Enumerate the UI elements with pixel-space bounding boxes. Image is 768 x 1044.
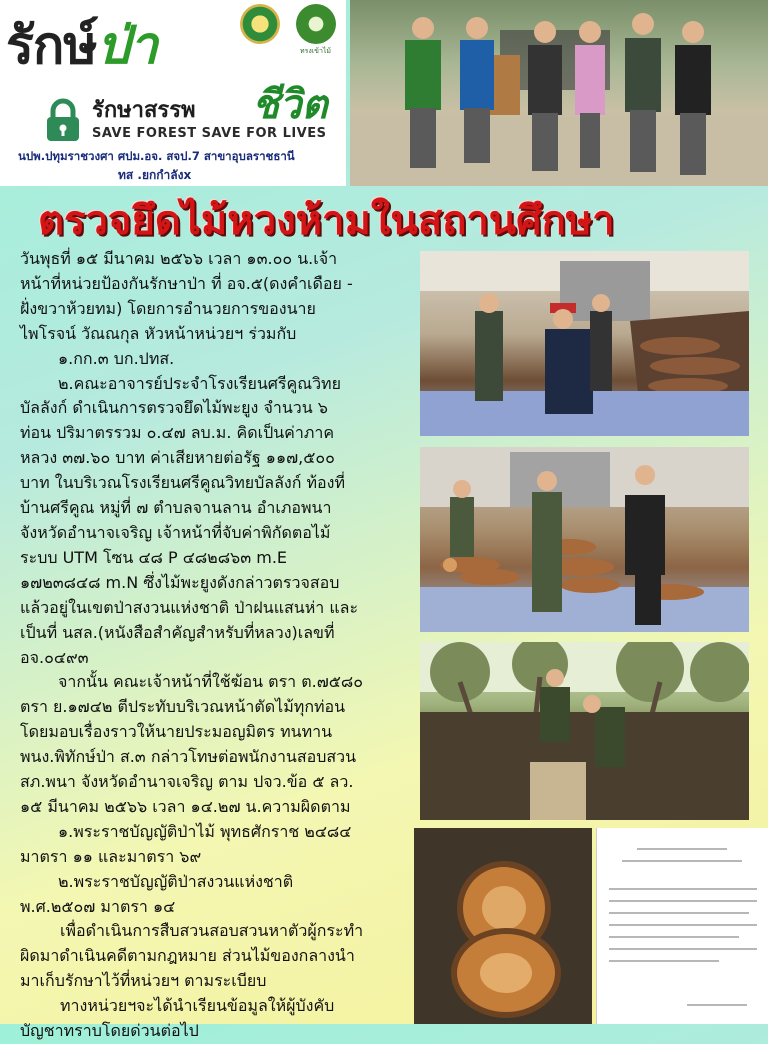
- logo-banner: [0, 0, 346, 186]
- article-line: ทางหน่วยฯจะได้นำเรียนข้อมูลให้ผู้บังคับ: [60, 996, 335, 1016]
- article-line: เป็นที่ นสล.(หนังสือสำคัญสำหรับที่หลวง)เลขที่: [20, 622, 335, 642]
- document-line: [609, 936, 739, 938]
- seal-caption: ทรงเข้าไม้: [300, 47, 332, 55]
- logo-title-part2: ป่า: [96, 16, 157, 76]
- article-line: เพื่อดำเนินการสืบสวนสอบสวนหาตัวผู้กระทำ: [60, 921, 364, 941]
- tree-stump-site-figures: [420, 642, 749, 820]
- article-line: ๒.คณะอาจารย์ประจำโรงเรียนศรีคูณวิทย: [58, 373, 341, 393]
- document-line: [609, 948, 757, 950]
- document-scan-photo: [596, 828, 768, 1024]
- document-line: [609, 912, 749, 914]
- article-line: พ.ศ.๒๕๐๗ มาตรา ๑๔: [20, 896, 176, 916]
- document-line: [609, 900, 757, 902]
- logo-slogan: SAVE FOREST SAVE FOR LIVES: [92, 126, 327, 141]
- article-line: ท่อน ปริมาตรรวม ๐.๔๗ ลบ.ม. คิดเป็นค่าภาค: [20, 423, 335, 443]
- seized-logs-truck-figures: [420, 251, 749, 436]
- article-line: ผิดมาดำเนินคดีตามกฎหมาย ส่วนไม้ของกลางนำ: [20, 946, 355, 966]
- article-line: โดยมอบเรื่องราวให้นายประมอญมิตร ทนทาน: [20, 722, 333, 742]
- article-line: บ้านศรีคูณ หมู่ที่ ๗ ตำบลจานลาน อำเภอพนา: [20, 498, 332, 518]
- article-line: สภ.พนา จังหวัดอำนาจเจริญ ตาม ปจว.ข้อ ๕ ลว.: [20, 772, 354, 792]
- document-line: [637, 848, 727, 850]
- article-line: บัญชาทราบโดยด่วนต่อไป: [20, 1021, 199, 1041]
- log-inspection-photo: [420, 447, 749, 632]
- article-line: วันพุธที่ ๑๕ มีนาคม ๒๕๖๖ เวลา ๑๓.๐๐ น.เจ้า: [20, 249, 338, 268]
- document-line: [609, 960, 719, 962]
- article-line: ๑.พระราชบัญญัติป่าไม้ พุทธศักราช ๒๔๘๔: [58, 821, 352, 841]
- article-line: จังหวัดอำนาจเจริญ เจ้าหน้าที่จับค่าพิกัดตอไม้: [20, 522, 331, 542]
- article-line: พนง.พิทักษ์ป่า ส.๓ กล่าวโทษต่อพนักงานสอบสวน: [20, 747, 357, 767]
- article-line: ตรา ย.๑๗๔๒ ตีประทับบริเวณหน้าตัดไม้ทุกท่อน: [20, 697, 346, 717]
- logo-units: นปพ.ปทุมราชวงศา ศปม.อจ. สจป.7 สาขาอุบลราชธานี: [18, 149, 295, 163]
- seized-logs-truck-photo: [420, 251, 749, 436]
- article-line: อจ.๐๔๙๓: [20, 647, 89, 667]
- group-photo: [350, 0, 768, 186]
- document-line: [609, 924, 757, 926]
- log-inspection-figures: [420, 447, 749, 632]
- padlock-icon: [44, 98, 82, 142]
- tree-stump-site-photo: [420, 642, 749, 820]
- article-body: [20, 247, 420, 1044]
- article-line: บัลลังก์ ดำเนินการตรวจยึดไม้พะยูง จำนวน ๖: [20, 398, 328, 418]
- article-line: มาเก็บรักษาไว้ที่หน่วยฯ ตามระเบียบ: [20, 971, 267, 991]
- article-line: ไพโรจน์ วัณณกุล หัวหน้าหน่วยฯ ร่วมกับ: [20, 323, 297, 343]
- logo-title-life: ชีวิต: [252, 82, 328, 128]
- article-line: มาตรา ๑๑ และมาตรา ๖๙: [20, 846, 202, 866]
- log-cross-section-figures: [414, 828, 592, 1024]
- headline: ตรวจยึดไม้หวงห้ามในสถานศึกษา: [38, 198, 615, 244]
- logo-title: [6, 18, 157, 74]
- document-line: [622, 860, 742, 862]
- log-cross-section-photo: [414, 828, 592, 1024]
- article-line: ๒.พระราชบัญญัติป่าสงวนแห่งชาติ: [58, 871, 294, 891]
- article-line: จากนั้น คณะเจ้าหน้าที่ใช้ฆ้อน ตรา ต.๗๕๘๐: [58, 672, 363, 692]
- article-line: บาท ในบริเวณโรงเรียนศรีคูณวิทยบัลลังก์ ท้องที่: [20, 473, 346, 493]
- signature-line: [687, 1004, 747, 1006]
- article-line: ๑๕ มีนาคม ๒๕๖๖ เวลา ๑๔.๒๗ น.ความผิดตาม: [20, 796, 351, 816]
- article-line: หลวง ๓๗.๖๐ บาท ค่าเสียหายต่อรัฐ ๑๑๗,๕๐๐: [20, 448, 335, 468]
- department-seal-emblem: [240, 4, 280, 44]
- group-photo-figures: [350, 0, 768, 186]
- article-line: หน้าที่หน่วยป้องกันรักษาป่า ที่ อจ.๕(ดงคำเดือย -: [20, 273, 353, 293]
- article-line: ฝั่งขวาห้วยทม) โดยการอำนวยการของนาย: [20, 298, 316, 318]
- article-line: ๑๗๒๓๘๔๘ m.N ซึ่งไม้พะยูงดังกล่าวตรวจสอบ: [20, 572, 340, 592]
- article-line: แล้วอยู่ในเขตป่าสงวนแห่งชาติ ป่าฝนแสนห่า และ: [20, 597, 359, 617]
- article-line: ระบบ UTM โซน ๔๘ P ๔๘๒๘๖๓ m.E: [20, 547, 288, 567]
- logo-title-part1: รักษ์: [6, 16, 97, 76]
- article-line: ๑.กก.๓ บก.ปทส.: [58, 348, 175, 368]
- royal-forest-seal-emblem: [296, 4, 336, 44]
- logo-units-2: ทส .ยกกำลังx: [118, 168, 192, 182]
- document-line: [609, 888, 757, 890]
- logo-subtitle: รักษาสรรพ: [92, 98, 196, 123]
